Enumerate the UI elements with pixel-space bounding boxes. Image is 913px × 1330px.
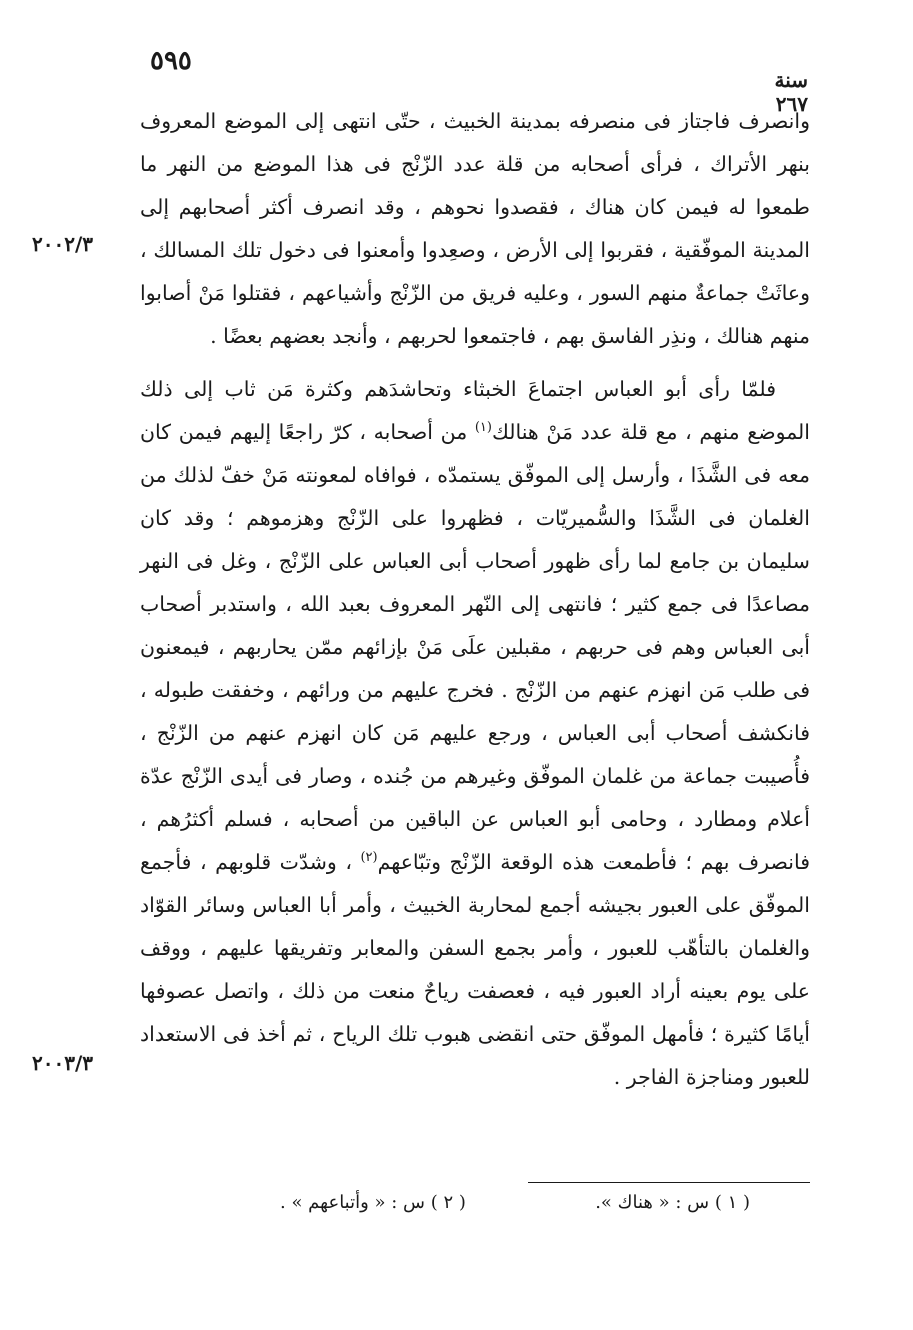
footnote-divider — [528, 1182, 810, 1183]
paragraph-text: ، وشدّت قلوبهم ، فأجمع الموفّق على العبور بجيشه أجمع لمحاربة الخبيث ، وأمر أبا العباس وسائر القوّاد والغلمان بالتأهّب للعبور ، وأمر بجمع السفن والمعابر وتفريقها عليهم ، ووقف على يوم بعينه أراد العبور فيه ، فعصفت رياحٌ منعت من ذلك ، واتصل عصوفها أيامًا كثيرة ؛ فأمهل الموفّق حتى انقضى هبوب تلك الرياح ، ثم أخذ فى الاستعداد للعبور ومناجزة الفاجر . — [140, 850, 810, 1089]
footnote-marker: (٢) — [360, 850, 378, 866]
main-text — [140, 100, 810, 1099]
paragraph — [140, 368, 810, 1099]
footnote: ( ٢ ) س : « وأتباعهم » . — [280, 1192, 466, 1213]
margin-reference: ٢٠٠٢/٣ — [32, 232, 94, 256]
footnotes — [280, 1192, 750, 1213]
paragraph-text: من أصحابه ، كرّ راجعًا إليهم فيمن كان معه فى الشَّذَا ، وأرسل إلى الموفّق يستمدّه ، فوافاه لمعونته مَنْ خفّ لذلك من الغلمان فى الشَّذَا والسُّميريّات ، فظهروا على الزّنْج وهزموهم ؛ وقد كان سليمان بن جامع لما رأى ظهور أصحاب أبى العباس على الزّنْج ، وغل فى النهر مصاعدًا فى جمع كثير ؛ فانتهى إلى النّهر المعروف بعبد الله ، واستدبر أصحاب أبى العباس وهم فى حربهم ، مقبلين علَى مَنْ بإزائهم ممّن يحاربهم ، فيمعنون فى طلب مَن انهزم عنهم من الزّنْج . فخرج عليهم من ورائهم ، وخفقت طبوله ، فانكشف أصحاب أبى العباس ، ورجع عليهم مَن كان انهزم عنهم من الزّنْج ، فأُصيبت جماعة من غلمان الموفّق وغيرهم من جُنده ، وصار فى أيدى الزّنْج عدّة أعلام ومطارد ، وحامى أبو العباس عن الباقين من أصحابه ، فسلم أكثرُهم ، فانصرف بهم ؛ فأطمعت هذه الوقعة الزّنْج وتبّاعهم — [140, 420, 811, 874]
paragraph: وانصرف فاجتاز فى منصرفه بمدينة الخبيث ، حتّى انتهى إلى الموضع المعروف بنهر الأتراك ، فرأى أصحابه من قلة عدد الزّنْج فى هذا الموضع من النهر ما طمعوا له فيمن كان هناك ، فقصدوا نحوهم ، وقد انصرف أكثر أصحابهم إلى المدينة الموفّقية ، فقربوا إلى الأرض ، وصعِدوا وأمعنوا فى دخول تلك المسالك ، وعاثَتْ جماعةٌ منهم السور ، وعليه فريق من الزّنْج وأشياعهم ، فقتلوا مَنْ أصابوا منهم هنالك ، ونذِر الفاسق بهم ، فاجتمعوا لحربهم ، وأنجد بعضهم بعضًا . — [140, 109, 810, 348]
margin-reference: ٢٠٠٣/٣ — [32, 1051, 94, 1075]
running-header-year: سنة ٢٦٧ — [774, 68, 808, 116]
paragraph-text: فلمّا رأى أبو العباس اجتماعَ الخبثاء وتحاشدَهم وكثرة مَن ثاب إلى ذلك الموضع منهم ، مع قلة عدد مَنْ هنالك — [140, 377, 810, 444]
footnote: ( ١ ) س : « هناك ». — [595, 1192, 750, 1213]
footnote-marker: (١) — [474, 420, 492, 436]
page-number: ٥٩٥ — [150, 46, 192, 76]
